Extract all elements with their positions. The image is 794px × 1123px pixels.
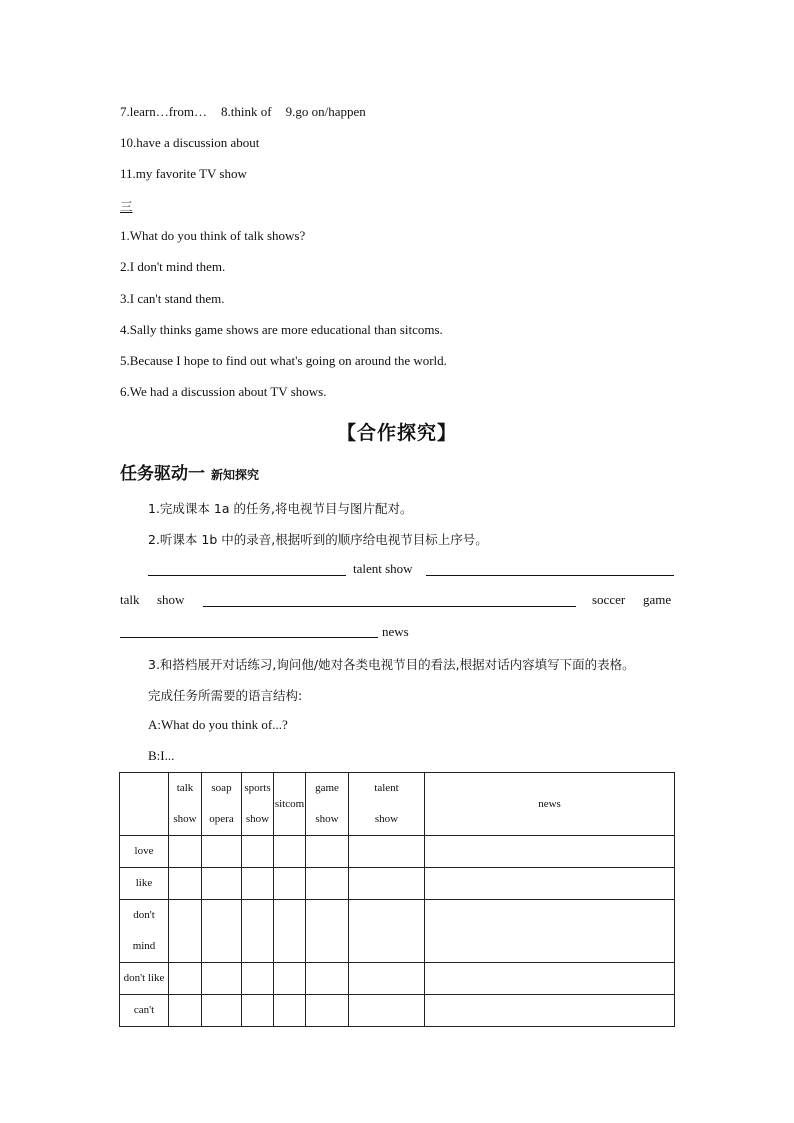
header-sports-show: sports show bbox=[242, 773, 274, 836]
table-row bbox=[120, 900, 675, 963]
table-cell[interactable] bbox=[425, 836, 675, 868]
row-label-love: love bbox=[120, 836, 169, 868]
table-cell[interactable] bbox=[202, 995, 242, 1027]
table-cell[interactable] bbox=[169, 963, 202, 995]
sentence-2: 2.I don't mind them. bbox=[120, 259, 226, 274]
blank-3[interactable] bbox=[203, 606, 576, 607]
table-cell[interactable] bbox=[425, 995, 675, 1027]
opinion-table bbox=[119, 772, 675, 1027]
row-label-cant: can't bbox=[120, 995, 169, 1027]
table-row bbox=[120, 995, 675, 1027]
word-show: show bbox=[157, 592, 185, 607]
table-cell[interactable] bbox=[169, 836, 202, 868]
table-cell[interactable] bbox=[349, 868, 425, 900]
sentence-1: 1.What do you think of talk shows? bbox=[120, 228, 306, 243]
table-cell[interactable] bbox=[306, 868, 349, 900]
header-sitcom: sitcom bbox=[274, 773, 306, 836]
structure-label: 完成任务所需要的语言结构: bbox=[148, 688, 303, 703]
blank-1[interactable] bbox=[148, 575, 346, 576]
blank-4[interactable] bbox=[120, 637, 378, 638]
word-talent-show: talent show bbox=[353, 561, 413, 576]
word-game: game bbox=[643, 592, 672, 607]
table-cell[interactable] bbox=[242, 963, 274, 995]
table-cell[interactable] bbox=[274, 868, 306, 900]
answer-8: 8.think of bbox=[221, 104, 272, 119]
table-cell[interactable] bbox=[306, 995, 349, 1027]
section-3-heading: 三 bbox=[120, 199, 133, 214]
blank-2[interactable] bbox=[426, 575, 674, 576]
table-cell[interactable] bbox=[306, 836, 349, 868]
answer-10: 10.have a discussion about bbox=[120, 135, 260, 150]
header-soap-opera: soap opera bbox=[202, 773, 242, 836]
table-cell[interactable] bbox=[169, 900, 202, 963]
table-cell[interactable] bbox=[274, 900, 306, 963]
sentence-5: 5.Because I hope to find out what's going on around the world. bbox=[120, 353, 447, 368]
table-cell[interactable] bbox=[242, 900, 274, 963]
table-cell[interactable] bbox=[425, 963, 675, 995]
table-cell[interactable] bbox=[202, 836, 242, 868]
word-soccer: soccer bbox=[592, 592, 626, 607]
table-cell[interactable] bbox=[425, 868, 675, 900]
table-row bbox=[120, 868, 675, 900]
word-talk: talk bbox=[120, 592, 140, 607]
table-cell[interactable] bbox=[306, 963, 349, 995]
table-cell[interactable] bbox=[425, 900, 675, 963]
answer-7: 7.learn…from… bbox=[120, 104, 208, 119]
table-cell[interactable] bbox=[349, 995, 425, 1027]
sentence-4: 4.Sally thinks game shows are more educational than sitcoms. bbox=[120, 322, 443, 337]
task-title: 任务驱动一 bbox=[120, 464, 205, 484]
answer-line-7-9 bbox=[120, 104, 366, 120]
table-cell[interactable] bbox=[274, 995, 306, 1027]
section-title: 【合作探究】 bbox=[336, 422, 457, 444]
table-cell[interactable] bbox=[169, 868, 202, 900]
table-row bbox=[120, 836, 675, 868]
header-news: news bbox=[425, 773, 675, 836]
answer-11: 11.my favorite TV show bbox=[120, 166, 247, 181]
table-cell[interactable] bbox=[202, 868, 242, 900]
task-item-3: 3.和搭档展开对话练习,询问他/她对各类电视节目的看法,根据对话内容填写下面的表格。 bbox=[148, 657, 635, 672]
task-subtitle: 新知探究 bbox=[211, 468, 260, 482]
table-header-row bbox=[120, 773, 675, 836]
table-row bbox=[120, 963, 675, 995]
table-cell[interactable] bbox=[349, 836, 425, 868]
table-cell[interactable] bbox=[306, 900, 349, 963]
dialog-a: A:What do you think of...? bbox=[148, 717, 288, 732]
word-news: news bbox=[382, 624, 409, 639]
table-cell[interactable] bbox=[169, 995, 202, 1027]
table-cell[interactable] bbox=[202, 963, 242, 995]
row-label-dont-mind: don't mind bbox=[120, 900, 169, 963]
table-cell[interactable] bbox=[242, 868, 274, 900]
table-cell[interactable] bbox=[274, 963, 306, 995]
table-cell[interactable] bbox=[202, 900, 242, 963]
table-cell[interactable] bbox=[242, 995, 274, 1027]
row-label-dont-like: don't like bbox=[120, 963, 169, 995]
table-cell[interactable] bbox=[242, 836, 274, 868]
corner-cell bbox=[120, 773, 169, 836]
table-cell[interactable] bbox=[274, 836, 306, 868]
task-item-2: 2.听课本 1b 中的录音,根据听到的顺序给电视节目标上序号。 bbox=[148, 532, 488, 547]
dialog-b: B:I... bbox=[148, 748, 175, 763]
header-game-show: game show bbox=[306, 773, 349, 836]
sentence-6: 6.We had a discussion about TV shows. bbox=[120, 384, 327, 399]
task-item-1: 1.完成课本 1a 的任务,将电视节目与图片配对。 bbox=[148, 501, 413, 516]
table-cell[interactable] bbox=[349, 900, 425, 963]
header-talk-show: talk show bbox=[169, 773, 202, 836]
task-heading bbox=[120, 459, 259, 484]
header-talent-show: talent show bbox=[349, 773, 425, 836]
sentence-3: 3.I can't stand them. bbox=[120, 291, 225, 306]
table-cell[interactable] bbox=[349, 963, 425, 995]
row-label-like: like bbox=[120, 868, 169, 900]
answer-9: 9.go on/happen bbox=[285, 104, 366, 119]
